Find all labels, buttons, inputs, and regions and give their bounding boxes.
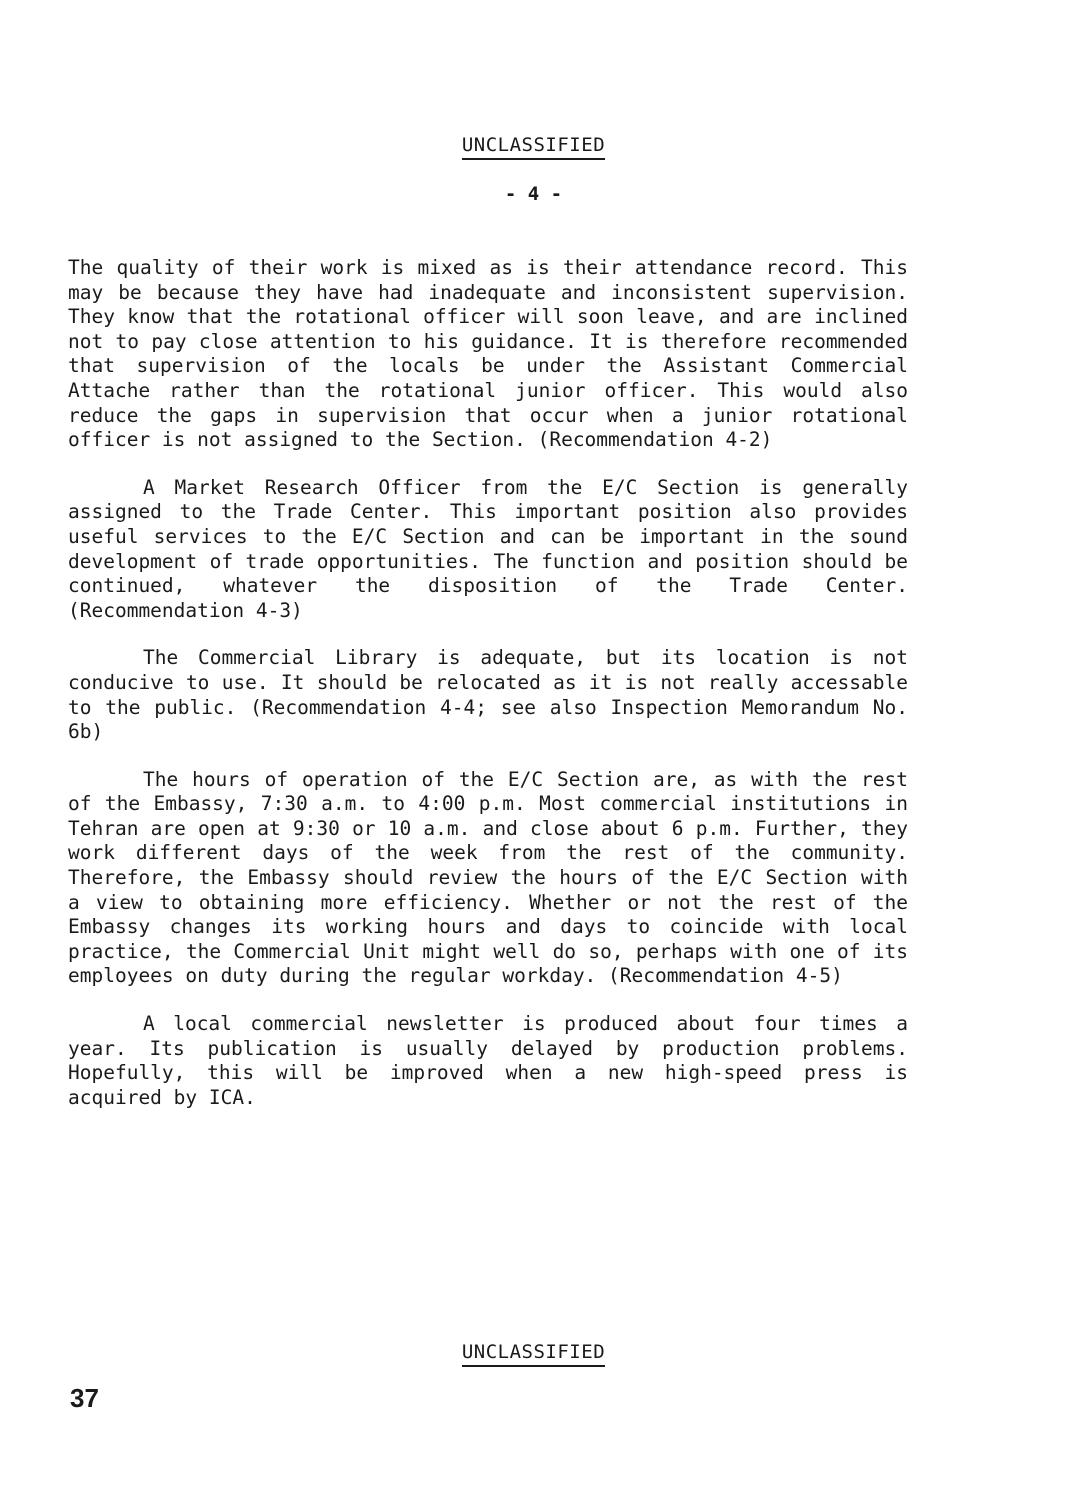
classification-footer — [0, 1341, 1067, 1367]
document-body — [68, 256, 908, 1133]
paragraph-newsletter: A local commercial newsletter is produced about four times a year. Its publication is usually delayed by production problems. Hopefully, this will be improved when a new high-speed press is acquired by ICA. — [68, 1012, 908, 1109]
paragraph-commercial-library: The Commercial Library is adequate, but its location is not conducive to use. It should be relocated as it is not really accessable to the public. (Recommendation 4-4; see also Inspection Memorandum No. 6b) — [68, 646, 908, 744]
paragraph-hours-of-operation: The hours of operation of the E/C Section are, as with the rest of the Embassy, 7:30 a.m. to 4:00 p.m. Most commercial institutions in Tehran are open at 9:30 or 10 a.m. and close about 6 p.m. Further, they work different days of the week from the rest of the community. Therefore, the Embassy should review the hours of the E/C Section with a view to obtaining more efficiency. Whether or not the rest of the Embassy changes its working hours and days to coincide with local practice, the Commercial Unit might well do so, perhaps with one of its employees on duty during the regular workday. (Recommendation 4-5) — [68, 767, 908, 988]
classification-footer-label: UNCLASSIFIED — [462, 1341, 605, 1367]
classification-header — [0, 134, 1067, 160]
page-marker: - 4 - — [504, 183, 563, 205]
paragraph-market-research-officer: A Market Research Officer from the E/C Section is generally assigned to the Trade Center. This important position also provides useful services to the E/C Section and can be important in the sound development of trade opportunities. The function and position should be continued, whatever the disposition of the Trade Center. (Recommendation 4-3) — [68, 475, 908, 622]
classification-header-label: UNCLASSIFIED — [462, 134, 605, 160]
page-number: 37 — [70, 1383, 99, 1413]
paragraph-supervision: The quality of their work is mixed as is their attendance record. This may be because they have had inadequate and inconsistent supervision. They know that the rotational officer will soon leave, and are inclined not to pay close attention to his guidance. It is therefore recommended that supervision of the locals be under the Assistant Commercial Attache rather than the rotational junior officer. This would also reduce the gaps in supervision that occur when a junior rotational officer is not assigned to the Section. (Recommendation 4-2) — [68, 256, 908, 452]
